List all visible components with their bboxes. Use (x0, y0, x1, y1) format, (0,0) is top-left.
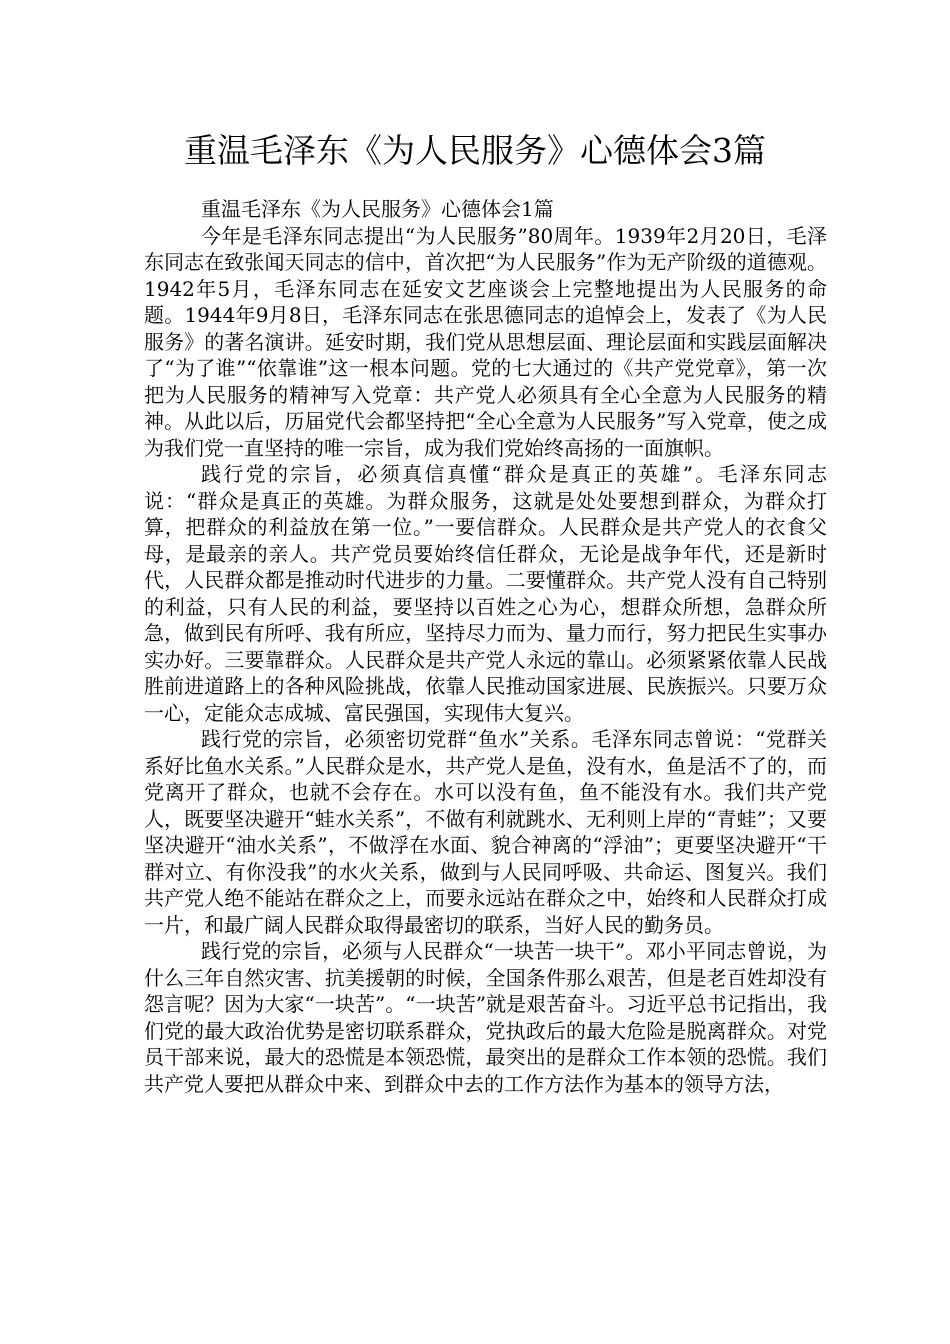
paragraph-2: 践行党的宗旨，必须真信真懂“群众是真正的英雄”。毛泽东同志说：“群众是真正的英雄。为群众服务，这就是处处要想到群众，为群众打算，把群众的利益放在第一位。”一要信群众。人民群众是共产党人的衣食父母，是最亲的亲人。共产党员要始终信任群众，无论是战争年代，还是新时代，人民群众都是推动时代进步的力量。二要懂群众。共产党人没有自己特别的利益，只有人民的利益，要坚持以百姓之心为心，想群众所想，急群众所急，做到民有所呼、我有所应，坚持尽力而为、量力而行，努力把民生实事办实办好。三要靠群众。人民群众是共产党人永远的靠山。必须紧紧依靠人民战胜前进道路上的各种风险挑战，依靠人民推动国家进展、民族振兴。只要万众一心，定能众志成城、富民强国，实现伟大复兴。 (144, 462, 827, 725)
section-subtitle: 重温毛泽东《为人民服务》心德体会1篇 (201, 197, 554, 221)
document-title: 重温毛泽东《为人民服务》心德体会3篇 (184, 131, 766, 170)
document-body (144, 196, 827, 1097)
paragraph-1: 今年是毛泽东同志提出“为人民服务”80周年。1939年2月20日，毛泽东同志在致张闻天同志的信中，首次把“为人民服务”作为无产阶级的道德观。1942年5月，毛泽东同志在延安文艺座谈会上完整地提出为人民服务的命题。1944年9月8日，毛泽东同志在张思德同志的追悼会上，发表了《为人民服务》的著名演讲。延安时期，我们党从思想层面、理论层面和实践层面解决了“为了谁”“依靠谁”这一根本问题。党的七大通过的《共产党党章》，第一次把为人民服务的精神写入党章：共产党人必须具有全心全意为人民服务的精神。从此以后，历届党代会都坚持把“全心全意为人民服务”写入党章，使之成为我们党一直坚持的唯一宗旨，成为我们党始终高扬的一面旗帜。 (144, 223, 827, 460)
paragraph-4: 践行党的宗旨，必须与人民群众“一块苦一块干”。邓小平同志曾说，为什么三年自然灾害、抗美援朝的时候，全国条件那么艰苦，但是老百姓却没有怨言呢？因为大家“一块苦”。“一块苦”就是艰苦奋斗。习近平总书记指出，我们党的最大政治优势是密切联系群众，党执政后的最大危险是脱离群众。对党员干部来说，最大的恐慌是本领恐慌，最突出的是群众工作本领的恐慌。我们共产党人要把从群众中来、到群众中去的工作方法作为基本的领导方法， (144, 939, 827, 1096)
paragraph-3: 践行党的宗旨，必须密切党群“鱼水”关系。毛泽东同志曾说：“党群关系好比鱼水关系。”人民群众是水，共产党人是鱼，没有水，鱼是活不了的，而党离开了群众，也就不会存在。水可以没有鱼，鱼不能没有水。我们共产党人，既要坚决避开“蛙水关系”，不做有利就跳水、无利则上岸的“青蛙”；又要坚决避开“油水关系”，不做浮在水面、貌合神离的“浮油”；更要坚决避开“干群对立、有你没我”的水火关系，做到与人民同呼吸、共命运、图复兴。我们共产党人绝不能站在群众之上，而要永远站在群众之中，始终和人民群众打成一片，和最广阔人民群众取得最密切的联系，当好人民的勤务员。 (144, 727, 827, 937)
